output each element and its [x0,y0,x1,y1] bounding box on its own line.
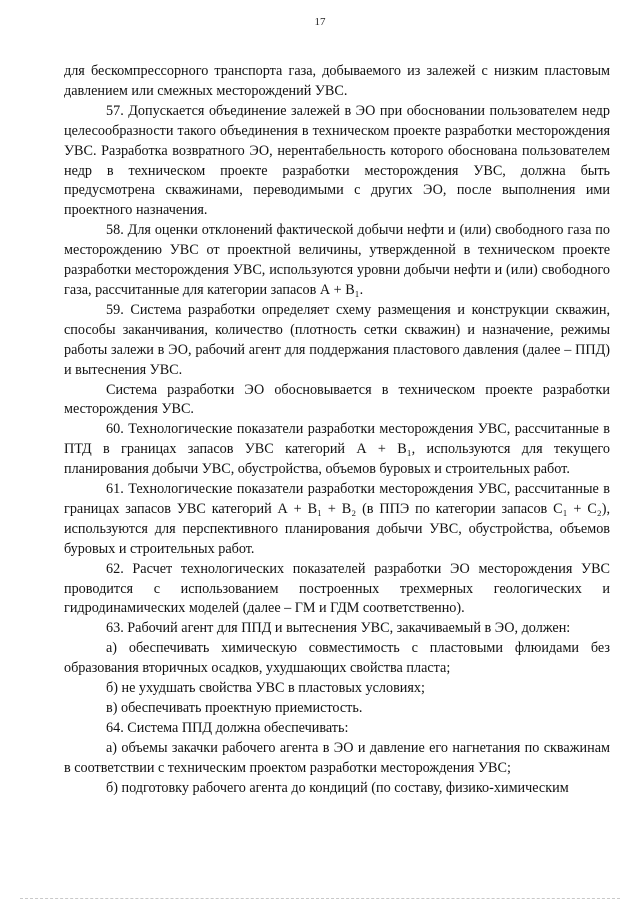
paragraph-59: 59. Система разработки определяет схему размещения и конструкции скважин, способы заканчивания, количество (плотность сетки скважин) и назначение, режимы работы залежи в ЭО, рабочий агент для поддержания пластового давления (далее – ППД) и вытеснения УВС. [64,301,610,378]
paragraph-64-a: а) объемы закачки рабочего агента в ЭО и давление его нагнетания по скважинам в соответствии с техническим проектом разработки месторождения УВС; [64,739,610,776]
paragraph-63: 63. Рабочий агент для ППД и вытеснения УВС, закачиваемый в ЭО, должен: [106,620,571,637]
page-number: 17 [314,16,326,28]
paragraph-63-b: б) не ухудшать свойства УВС в пластовых условиях; [106,680,425,697]
paragraph-63-c: в) обеспечивать проектную приемистость. [106,700,363,716]
paragraph-continuation: для бескомпрессорного транспорта газа, добываемого из залежей с низким пластовым давлением или смежных месторождений УВС. [64,63,610,99]
paragraph-57: 57. Допускается объединение залежей в ЭО при обосновании пользователем недр целесообразности такого объединения в техническом проекте разработки месторождения УВС. Разработка возвратного ЭО, нерентабельность которого обоснована пользователем недр в техническом проекте разработки месторождения УВС, должна быть предусмотрена скважинами, переводимыми с других ЭО, после выполнения ими проектного назначения. [64,102,610,219]
paragraph-60: 60. Технологические показатели разработки месторождения УВС, рассчитанные в ПТД в границах запасов УВС категорий А + В₁, используются для текущего планирования добычи УВС, обустройства, объемов буровых и строительных работ. [64,421,610,478]
paragraph-61: 61. Технологические показатели разработки месторождения УВС, рассчитанные в границах запасов УВС категорий А + В₁ + В₂ (в ППЭ по категории запасов С₁ + С₂), используются для перспективного планирования добычи УВС, обустройства, объемов буровых и строительных работ. [64,481,610,557]
scan-edge-line [20,898,620,899]
paragraph-62: 62. Расчет технологических показателей разработки ЭО месторождения УВС проводится с использованием построенных трехмерных геологических и гидродинамических моделей (далее – ГМ и ГДМ соответственно). [64,560,610,617]
document-body [64,62,610,799]
paragraph-64: 64. Система ППД должна обеспечивать: [106,719,349,736]
paragraph-58: 58. Для оценки отклонений фактической добычи нефти и (или) свободного газа по месторождению УВС от проектной величины, утвержденной в техническом проекте разработки месторождения УВС, используются уровни добычи нефти и (или) свободного газа, рассчитанные для категории запасов А + В₁. [64,222,610,298]
paragraph-59-cont: Система разработки ЭО обосновывается в техническом проекте разработки месторождения УВС. [64,381,610,418]
paragraph-63-a: а) обеспечивать химическую совместимость с пластовыми флюидами без образования вторичных осадков, ухудшающих свойства пласта; [64,640,610,677]
paragraph-64-b: б) подготовку рабочего агента до кондиций (по составу, физико-химическим [106,779,569,796]
